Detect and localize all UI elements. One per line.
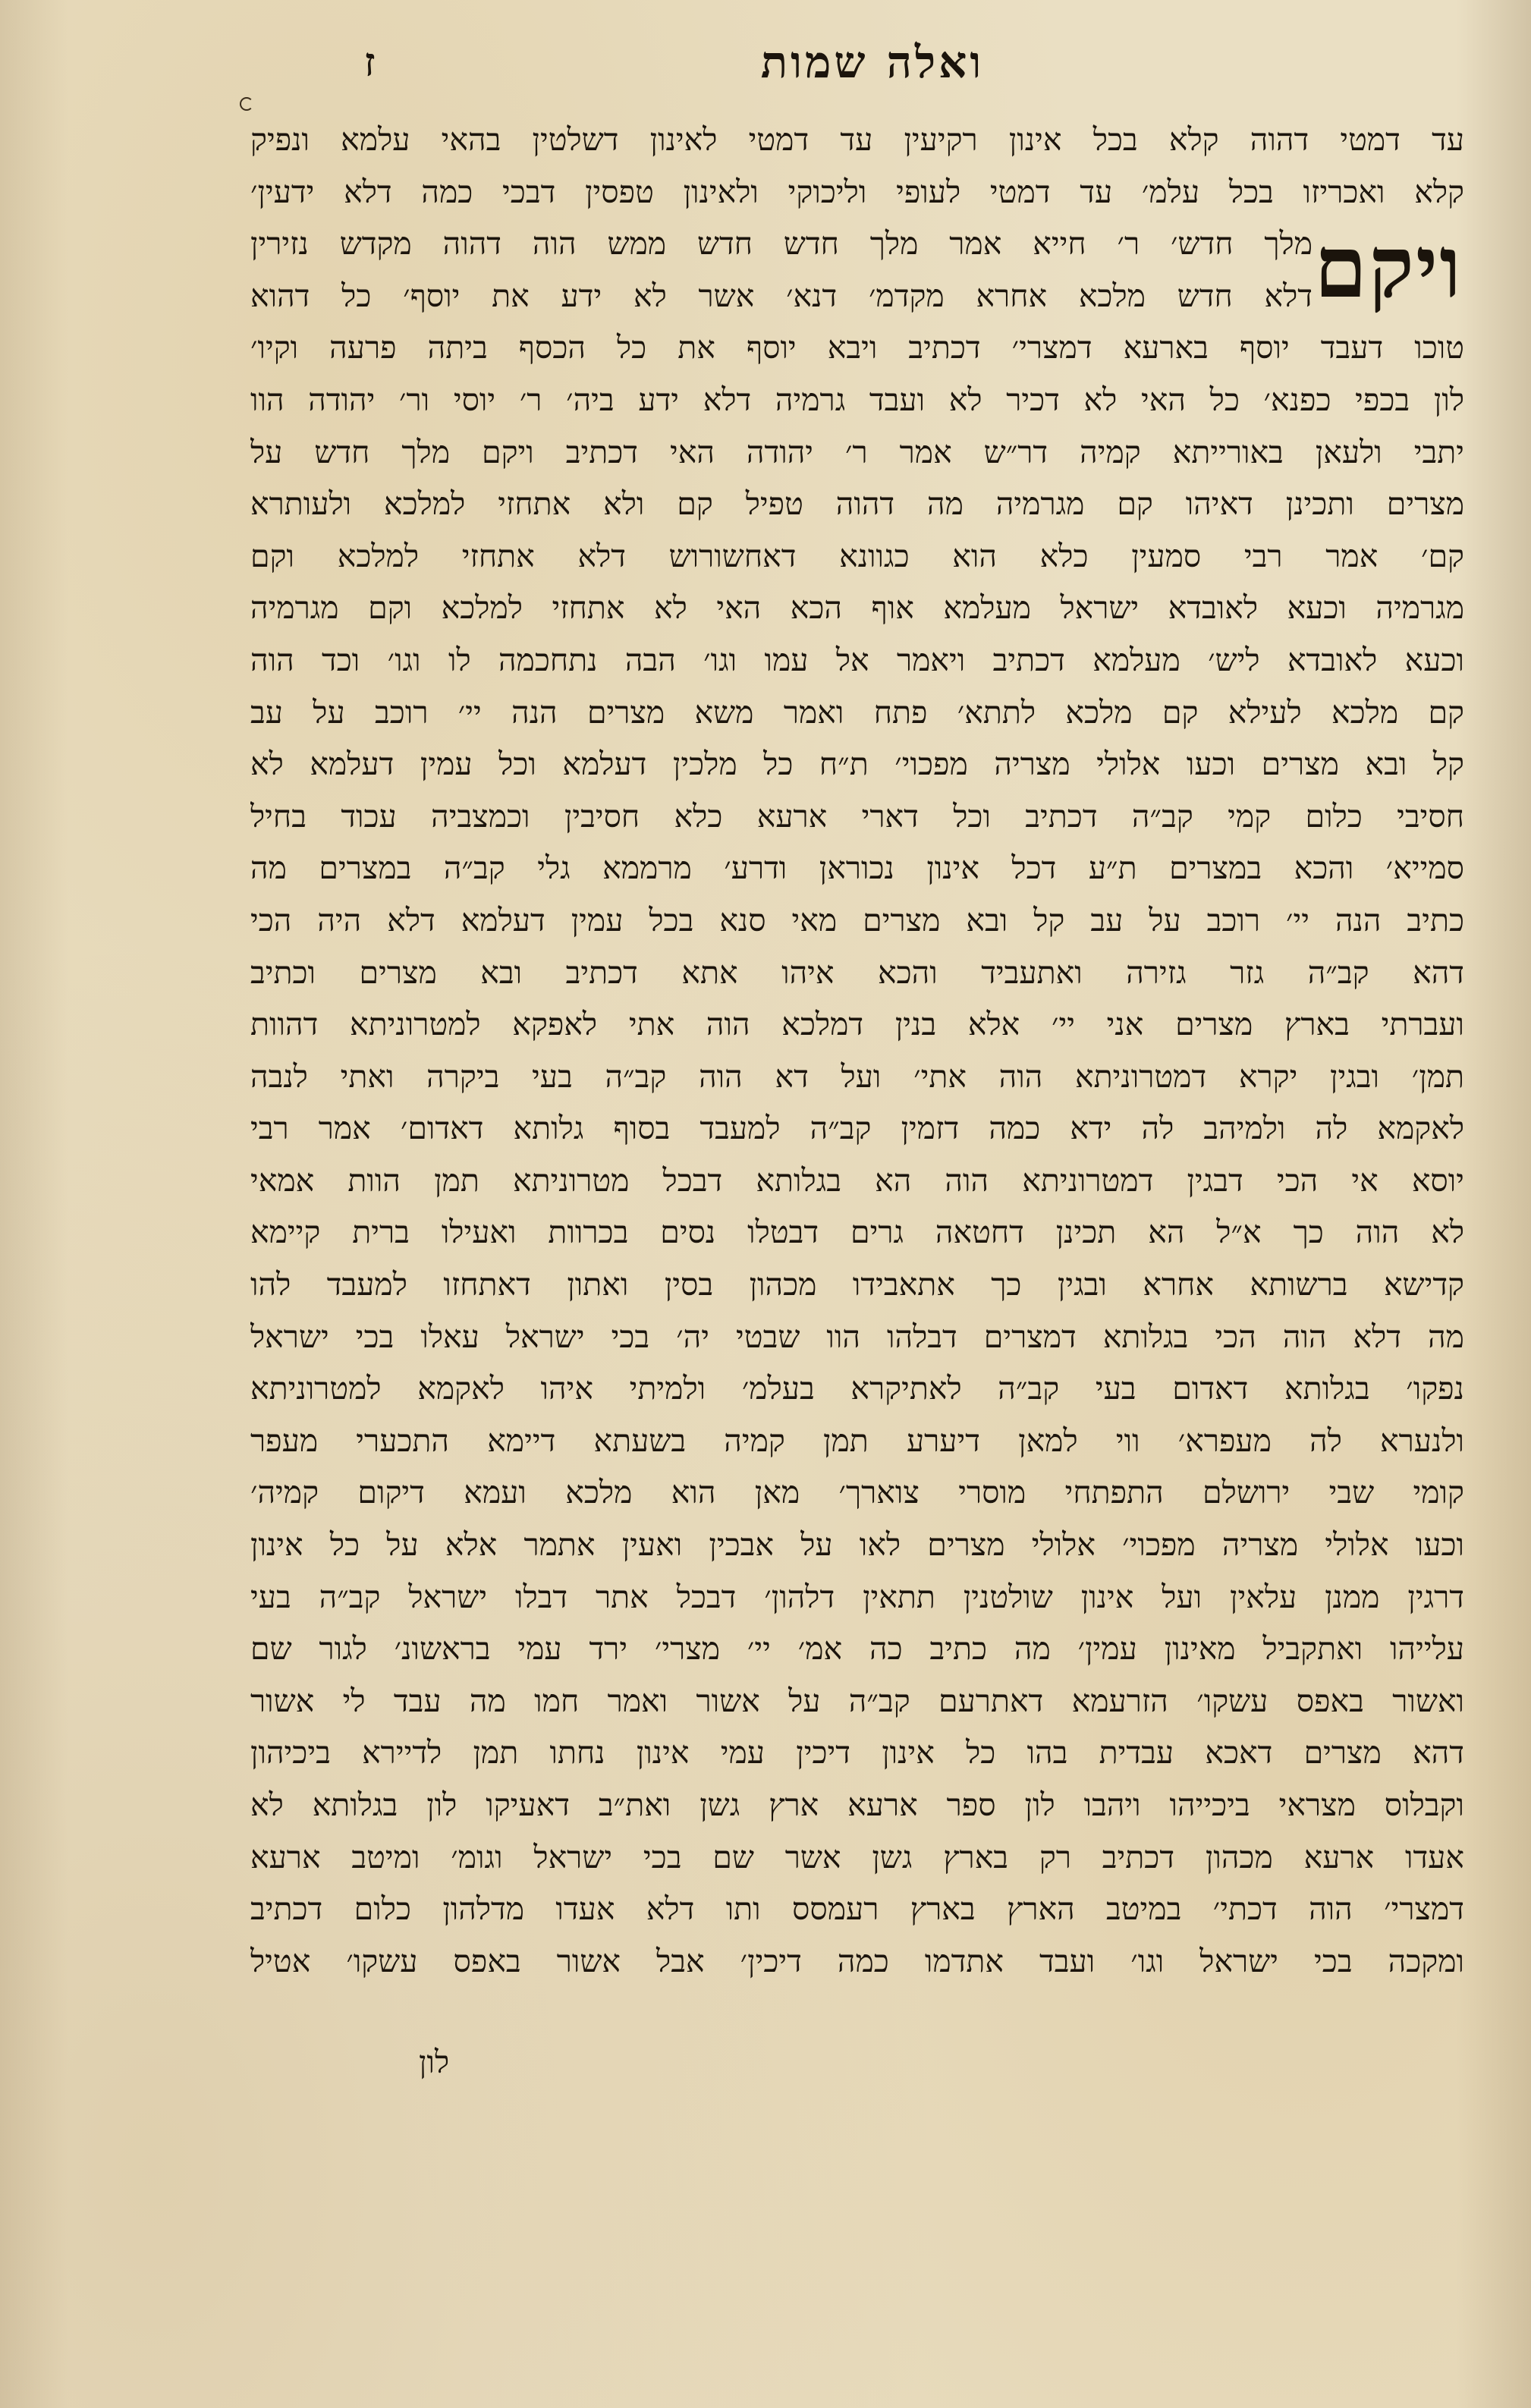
text-line: ולנערא לה מעפרא׳ ווי למאן דיערע תמן קמיה בשעתא דיימא התכערי מעפר [250, 1422, 1464, 1459]
text-block [250, 114, 1464, 1987]
page-number: ז [364, 39, 376, 86]
text-line: דרגין ממנן עלאין ועל אינון שולטנין תתאין דלהון׳ דבכל אתר דבלו ישראל קב״ה בעי [250, 1578, 1464, 1615]
running-title: ואלה שמות [760, 36, 985, 88]
text-line: כתיב הנה יי׳ רוכב על עב קל ובא מצרים מאי סנא בכל עמין דעלמא דלא היה הכי [250, 901, 1464, 938]
text-line: מה דלא הוה הכי בגלותא דמצרים דבלהו הוו שבטי יה׳ בכי ישראל עאלו בכי ישראל [250, 1318, 1464, 1355]
text-line: קדישא ברשותא אחרא ובגין כך אתאבידו מכהון בסין ואתון דאתחזו למעבד להו [250, 1266, 1464, 1303]
text-line: קל ובא מצרים וכעו אלולי מצריה מפכוי׳ ת״ח כל מלכין דעלמא וכל עמין דעלמא לא [250, 746, 1464, 783]
text-line: תמן׳ ובגין יקרא דמטרוניתא הוה אתי׳ ועל דא הוה קב״ה בעי ביקרה ואתי לנבה [250, 1058, 1464, 1095]
text-line: נפקו׳ בגלותא דאדום בעי קב״ה לאתיקרא בעלמ׳ ולמיתי איהו לאקמא למטרוניתא [250, 1370, 1464, 1407]
text-line: ומקכה בכי ישראל וגו׳ ועבד אתדמו כמה דיכין׳ אבל אשור באפס עשקו׳ אטיל [250, 1942, 1464, 1979]
text-line: וכעו אלולי מצריה מפכוי׳ אלולי מצרים לאו על אבכין ואעין אתמר אלא על כל אינון [250, 1526, 1464, 1564]
text-line: וקבלוס מצראי ביכייהו ויהבו לון ספר ארעא ארץ גשן ואת״ב דאעיקו לון בגלותא לא [250, 1787, 1464, 1823]
text-line: מצרים ותכינן דאיהו קם מגרמיה מה דהוה טפיל קם ולא אתחזי למלכא ולעותרא [250, 486, 1464, 523]
text-line: יתבי ולעאן באורייתא קמיה דר״ש אמר ר׳ יהודה האי דכתיב ויקם מלך חדש על [250, 433, 1464, 470]
ink-mark [240, 97, 253, 111]
catchword: לון [419, 2044, 450, 2080]
text-line: חסיבי כלום קמי קב״ה דכתיב וכל דארי ארעא כלא חסיבין וכמצביה עכוד בחיל [250, 797, 1464, 835]
text-line: וכעא לאובדא ליש׳ מעלמא דכתיב ויאמר אל עמו וגו׳ הבה נתחכמה לו וגו׳ וכד הוה [250, 641, 1464, 678]
text-line: דלא חדש מלכא אחרא מקדמ׳ דנא׳ אשר לא ידע את יוסף׳ כל דהוא [250, 277, 1313, 314]
text-line: דהא קב״ה גזר גזירה ואתעביד והכא איהו אתא דכתיב ובא מצרים וכתיב [250, 954, 1464, 991]
text-line: קם מלכא לעילא קם מלכא לתתא׳ פתח ואמר משא מצרים הנה יי׳ רוכב על עב [250, 693, 1464, 731]
text-line: לון בכפי כפנא׳ כל האי לא דכיר לא ועבד גרמיה דלא ידע ביה׳ ר׳ יוסי ור׳ יהודה הוו [250, 381, 1464, 418]
text-line: עלייהו ואתקביל מאינון עמין׳ מה כתיב כה אמ׳ יי׳ מצרי׳ ירד עמי בראשונ׳ לגור שם [250, 1630, 1464, 1668]
text-line: קלא ואכריזו בכל עלמ׳ עד דמטי לעופי וליכוקי ולאינון טפסין דבכי כמה דלא ידעין׳ [250, 173, 1464, 210]
text-line: דהא מצרים דאכא עבדית בהו כל אינון דיכין עמי אינון נחתו תמן לדיירא ביכיהון [250, 1734, 1464, 1771]
text-line: ועברתי בארץ מצרים אני יי׳ אלא בנין דמלכא הוה אתי לאפקא למטרוניתא דהוות [250, 1006, 1464, 1043]
text-line: טוכו דעבד יוסף בארעא דמצרי׳ דכתיב ויבא יוסף את כל הכסף ביתה פרעה וקיו׳ [250, 329, 1464, 366]
text-line: קם׳ אמר רבי סמעין כלא הוא כגוונא דאחשורוש דלא אתחזי למלכא וקם [250, 537, 1464, 574]
initial-word: ויקם [1314, 218, 1463, 317]
text-line: יוסא אי הכי דבגין דמטרוניתא הוה הא בגלותא דבכל מטרוניתא תמן הוות אמאי [250, 1162, 1464, 1199]
page-header [250, 36, 1495, 97]
text-line: קומי שבי ירושלם התפתחי מוסרי צוארך׳ מאן הוא מלכא ועמא דיקום קמיה׳ [250, 1474, 1464, 1511]
text-line: דמצרי׳ הוה דכתי׳ במיטב הארץ בארץ רעמסס ותו דלא אעדו מדלהון כלום דכתיב [250, 1891, 1464, 1928]
text-line: סמייא׳ והכא במצרים ת״ע דכל אינון נכוראן ודרע׳ מרממא גלי קב״ה במצרים מה [250, 850, 1464, 887]
text-line: לא הוה כך א״ל הא תכינן דחטאה גרים דבטלו נסים בכרוות ואעילו ברית קיימא [250, 1214, 1464, 1251]
text-line: מגרמיה וכעא לאובדא ישראל מעלמא אוף הכא האי לא אתחזי למלכא וקם מגרמיה [250, 589, 1464, 627]
text-line: מלך חדש׳ ר׳ חייא אמר מלך חדש חדש ממש הוה דהוה מקדש נזירין [250, 225, 1313, 262]
text-line: ואשור באפס עשקו׳ הזרעמא דאתרעם קב״ה על אשור ואמר חמו מה עבד לי אשור [250, 1682, 1464, 1719]
text-line: עד דמטי דהוה קלא בכל אינון רקיעין עד דמטי לאינון דשלטין בהאי עלמא ונפיק [250, 121, 1464, 158]
text-line: אעדו ארעא מכהון דכתיב רק בארץ גשן אשר שם בכי ישראל וגומ׳ ומיטב ארעא [250, 1838, 1464, 1875]
text-line: לאקמא לה ולמיהב לה ידא כמה דזמין קב״ה למעבד בסוף גלותא דאדום׳ אמר רבי [250, 1110, 1464, 1147]
